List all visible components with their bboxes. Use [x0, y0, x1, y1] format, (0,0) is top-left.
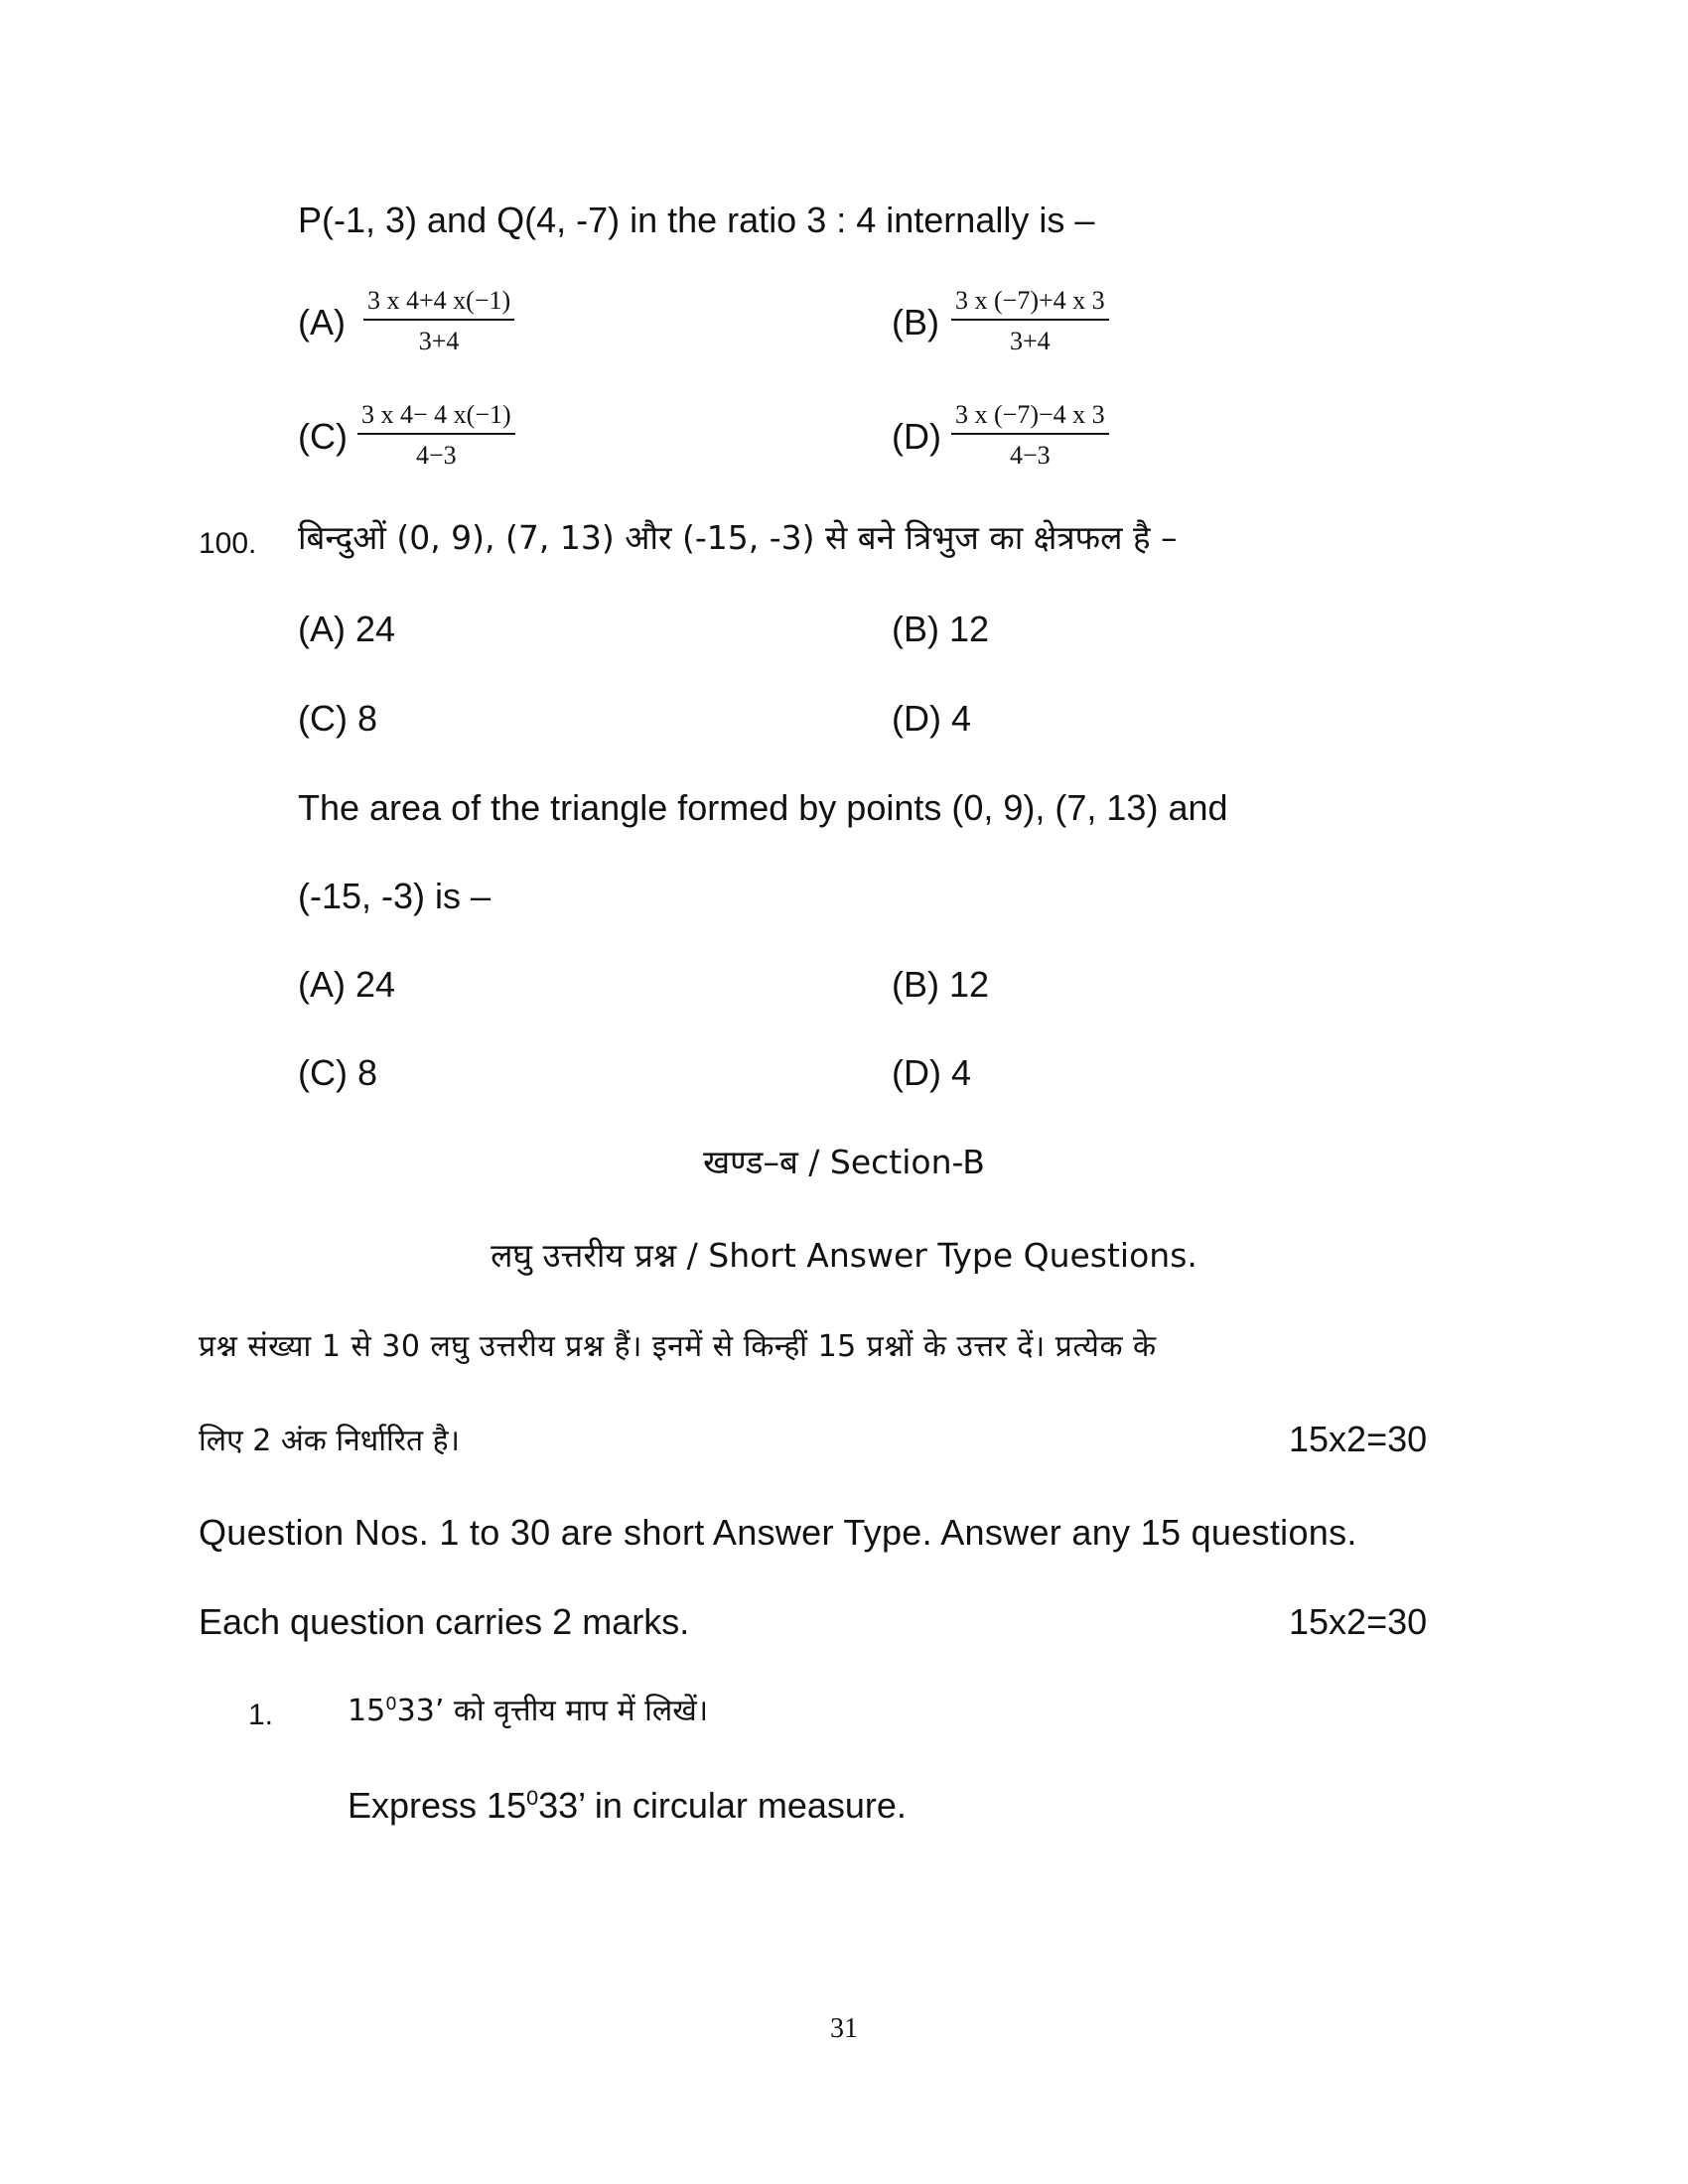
instructions-hindi-line1: प्रश्न संख्या 1 से 30 लघु उत्तरीय प्रश्न हैं। इनमें से किन्हीं 15 प्रश्नों के उत्तर दें। प्रत्येक के: [199, 1329, 1157, 1364]
instructions-hindi-line2: लिए 2 अंक निर्धारित है।: [199, 1424, 460, 1458]
q1-hindi-rest: 33’ को वृत्तीय माप में लिखें।: [396, 1694, 709, 1728]
q99-option-c-label: (C): [298, 416, 348, 457]
q99-option-b-fraction: [951, 286, 1109, 356]
q99-stem-tail: P(-1, 3) and Q(4, -7) in the ratio 3 : 4 internally is –: [298, 200, 1095, 240]
q1-stem-hindi: [348, 1690, 708, 1733]
section-title-text: खण्ड–ब / Section-B: [703, 1143, 985, 1181]
q99-option-a-fraction: [363, 286, 514, 356]
section-title: [0, 1140, 1688, 1184]
q99-option-b-denominator: 3+4: [1009, 327, 1051, 355]
q99-option-c-denominator: 4−3: [415, 441, 457, 470]
q100-en-option-d: (D) 4: [892, 1052, 971, 1093]
q100-stem-english-line1: The area of the triangle formed by points (0, 9), (7, 13) and: [298, 787, 1228, 828]
page-number: 31: [830, 2013, 858, 2044]
instructions-english-line1: Question Nos. 1 to 30 are short Answer Type. Answer any 15 questions.: [199, 1512, 1357, 1553]
q99-option-c-fraction: [357, 400, 515, 471]
q99-option-c-numerator: 3 x 4− 4 x(−1): [357, 400, 515, 435]
q99-option-d-numerator: 3 x (−7)−4 x 3: [951, 400, 1109, 435]
instructions-english-line2: Each question carries 2 marks.: [199, 1601, 690, 1642]
q99-option-d-fraction: [951, 400, 1109, 471]
q100-hi-option-a: (A) 24: [298, 609, 396, 649]
instructions-hindi-marks: 15x2=30: [1289, 1419, 1428, 1459]
q100-stem-hindi: बिन्दुओं (0, 9), (7, 13) और (-15, -3) से बने त्रिभुज का क्षेत्रफल है –: [298, 518, 1178, 557]
q100-en-option-b: (B) 12: [892, 964, 990, 1005]
q99-option-d-denominator: 4−3: [1009, 441, 1051, 470]
q1-hindi-degree-sup: 0: [385, 1694, 397, 1714]
q100-hi-option-c: (C) 8: [298, 698, 377, 739]
q99-option-a-denominator: 3+4: [418, 327, 460, 355]
q99-option-b-numerator: 3 x (−7)+4 x 3: [951, 286, 1109, 321]
q1-english-degree-sup: 0: [526, 1785, 539, 1810]
q100-hi-option-b: (B) 12: [892, 609, 990, 649]
section-subtitle-text: लघु उत्तरीय प्रश्न / Short Answer Type Questions.: [491, 1236, 1197, 1275]
q100-number: 100.: [199, 527, 257, 560]
q99-option-a-label: (A): [298, 302, 346, 342]
q100-stem-english-line2: (-15, -3) is –: [298, 876, 492, 916]
q99-option-d-label: (D): [892, 416, 941, 457]
q1-stem-english: [348, 1784, 907, 1828]
q100-hi-option-d: (D) 4: [892, 698, 971, 739]
q100-en-option-a: (A) 24: [298, 964, 396, 1005]
q1-hindi-degrees: 15: [348, 1694, 386, 1728]
section-subtitle: [0, 1233, 1688, 1278]
q100-en-option-c: (C) 8: [298, 1052, 377, 1093]
q99-option-a-numerator: 3 x 4+4 x(−1): [363, 286, 514, 321]
q1-english-pre: Express 15: [348, 1785, 527, 1826]
q1-english-rest: 33’ in circular measure.: [538, 1785, 907, 1826]
instructions-english-marks: 15x2=30: [1289, 1601, 1428, 1642]
q99-option-b-label: (B): [892, 302, 939, 342]
q1-number: 1.: [248, 1699, 274, 1731]
